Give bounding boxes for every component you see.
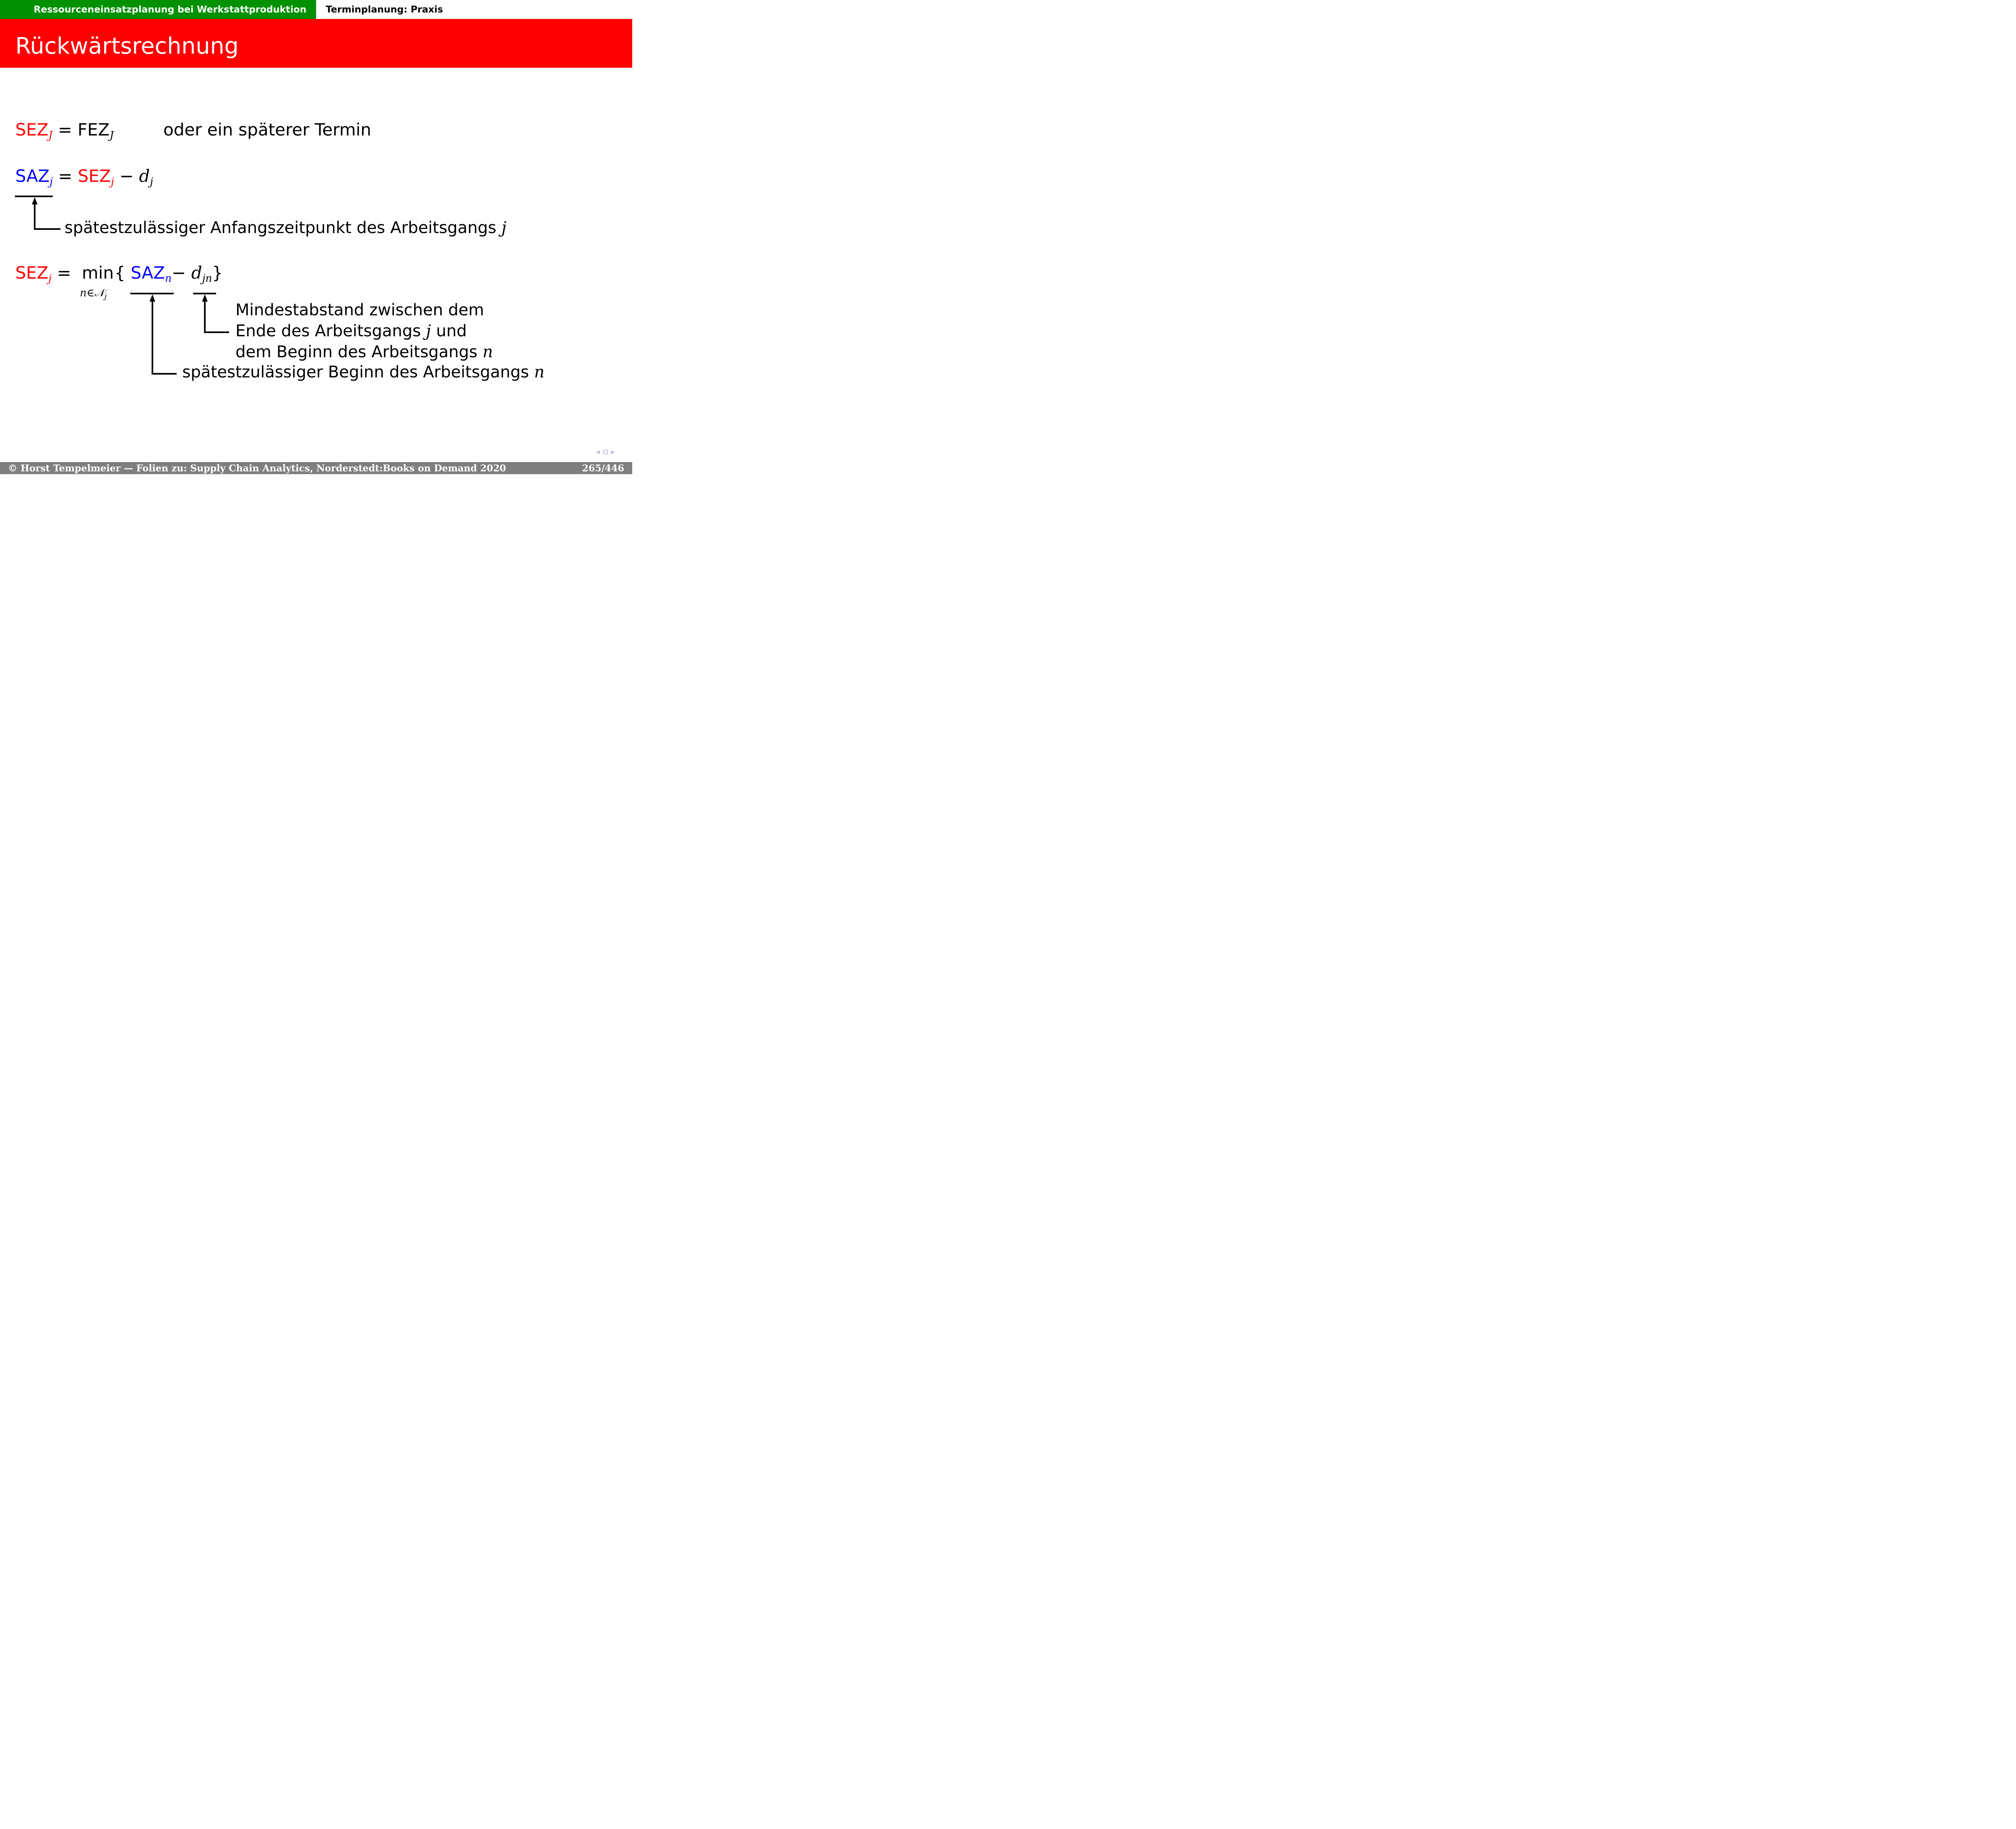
djn-annotation-line3 (235, 342, 493, 362)
formula3-minus: − (171, 263, 192, 283)
formula1-eq: = (52, 120, 78, 140)
formula3-op-sub-sub: j (104, 292, 107, 301)
header-section[interactable]: Ressourceneinsatzplanung bei Werkstattproduktion (0, 0, 316, 19)
formula2-lhs-sub: j (49, 176, 53, 188)
formula3-lhs: SEZ (15, 263, 48, 283)
formula1-note: oder ein späterer Termin (163, 120, 371, 140)
saz-annotation-var: j (501, 219, 507, 237)
formula2-eq: = (53, 166, 78, 186)
formula2-t2-sub: j (150, 176, 153, 188)
footer (0, 462, 632, 474)
formula2-t1-sub: j (110, 176, 114, 188)
footer-text: Horst Tempelmeier — Folien zu: Supply Chain Analytics, Norderstedt:Books on Demand 2020 (21, 462, 506, 474)
formula1-lhs: SEZ (15, 120, 48, 140)
formula3-min: min (82, 263, 114, 283)
formula3-open: { (115, 263, 125, 283)
footer-citation (8, 463, 582, 474)
formula3-t2: d (191, 263, 202, 283)
formula3-min-subscript (80, 287, 107, 301)
sazn-annotation-var: n (534, 363, 545, 381)
djn-annotation-line2-var: j (426, 322, 431, 340)
arrow-left-icon[interactable]: ◂ (596, 447, 600, 456)
sazn-annotation-text: spätestzulässiger Beginn des Arbeitsgangs (182, 363, 529, 381)
djn-annotation-line2-text: Ende des Arbeitsgangs (235, 322, 421, 340)
formula1-rhs: FEZ (77, 120, 110, 140)
arrow-right-icon[interactable]: ▸ (611, 447, 615, 456)
formula2-t1: SEZ (77, 166, 111, 186)
djn-annotation-line3-text: dem Beginn des Arbeitsgangs (235, 343, 478, 361)
saz-annotation (65, 218, 506, 238)
sazn-connector-vertical (152, 300, 153, 375)
djn-annotation-line3-var: n (482, 343, 493, 361)
formula3-t2-sub: jn (202, 273, 212, 285)
formula2-t2: d (139, 166, 150, 186)
formula3-eq: = (52, 263, 71, 283)
djn-annotation-line2 (235, 321, 467, 341)
copyright-icon: © (8, 462, 17, 474)
sazn-connector-horizontal (152, 373, 177, 375)
saz-connector-horizontal (34, 228, 60, 230)
formula2-minus: − (114, 166, 139, 186)
formula-sez-final (15, 120, 114, 146)
djn-connector-horizontal (204, 331, 229, 333)
formula3-t1-sub: n (165, 273, 172, 285)
formula3-lhs-sub: j (48, 273, 52, 285)
page-number: 265/446 (582, 462, 624, 474)
saz-connector-vertical (34, 203, 35, 230)
formula3-op-sub: n∈𝒩 (80, 287, 104, 299)
header-subsection[interactable]: Terminplanung: Praxis (316, 0, 632, 19)
formula3-t1: SAZ (131, 263, 165, 283)
formula-saz (15, 166, 153, 192)
formula3-close: } (212, 263, 223, 283)
saz-annotation-text: spätestzulässiger Anfangszeitpunkt des Arbeitsgangs (65, 219, 496, 237)
formula1-rhs-sub: J (109, 129, 114, 142)
djn-connector-vertical (204, 300, 206, 333)
formula3-body (115, 263, 223, 289)
frame-icon[interactable]: ⧉ (602, 447, 608, 456)
formula2-lhs: SAZ (15, 166, 50, 186)
slide-title: Rückwärtsrechnung (15, 33, 239, 59)
formula1-lhs-sub: J (48, 129, 53, 142)
sazn-annotation (182, 362, 544, 382)
djn-annotation-line1: Mindestabstand zwischen dem (235, 301, 484, 319)
beamer-navigation (596, 447, 615, 456)
formula-sez-j-lhs (15, 263, 71, 289)
djn-annotation-line2-end: und (436, 322, 467, 340)
